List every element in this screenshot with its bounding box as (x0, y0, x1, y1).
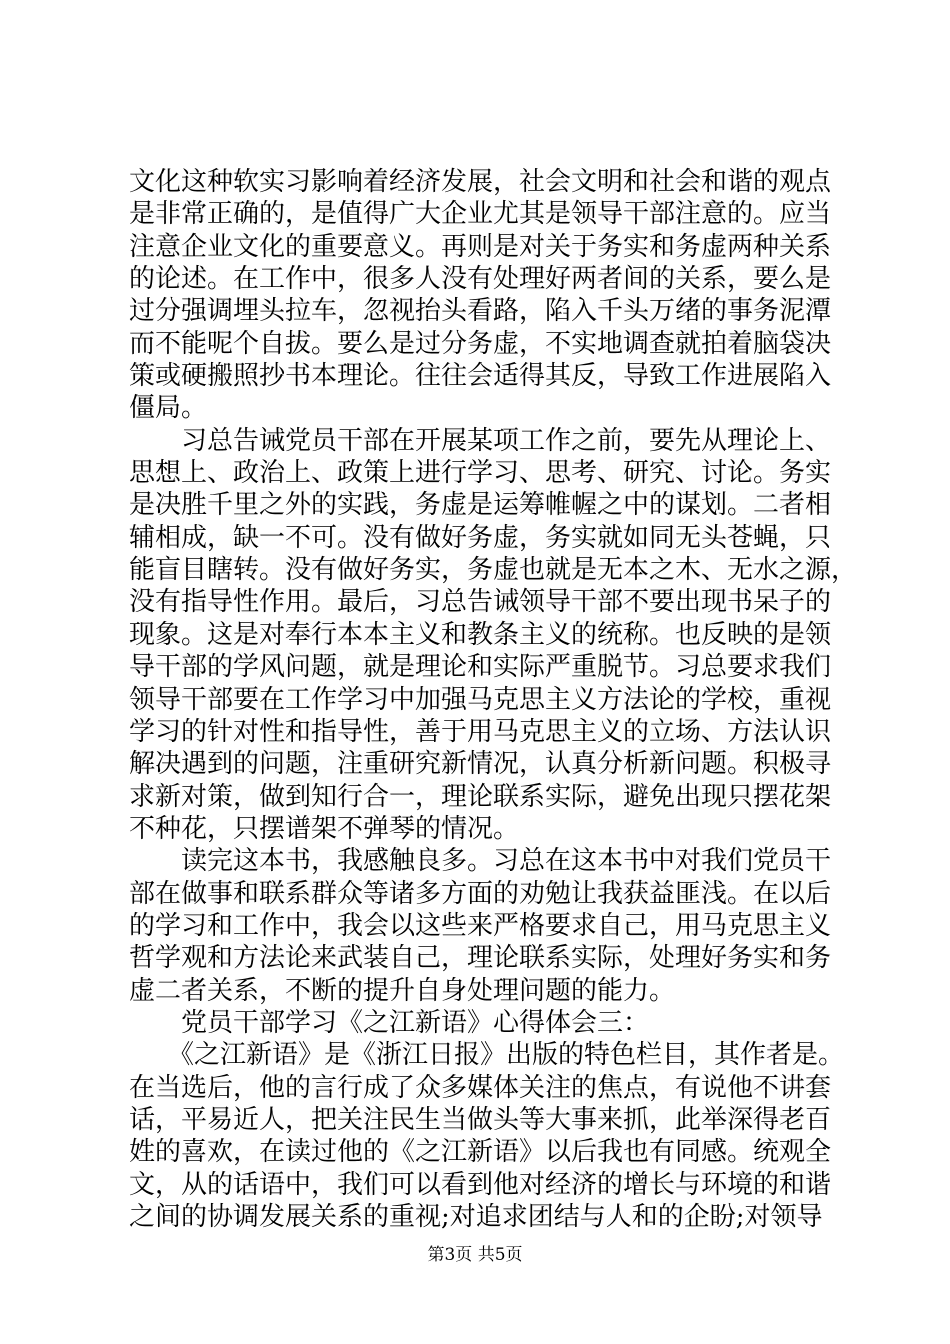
text-line: 现象。这是对奉行本本主义和教条主义的统称。也反映的是领 (129, 619, 832, 650)
body-text (129, 166, 858, 1233)
text-line: 僵局。 (129, 393, 208, 424)
text-line: 读完这本书，我感触良多。习总在这本书中对我们党员干 (129, 846, 832, 877)
text-line: 的论述。在工作中，很多人没有处理好两者间的关系，要么是 (129, 264, 832, 295)
text-line: 的学习和工作中，我会以这些来严格要求自己，用马克思主义 (129, 910, 832, 941)
text-line: 习总告诫党员干部在开展某项工作之前，要先从理论上、 (129, 425, 832, 456)
text-line: 导干部的学风问题，就是理论和实际严重脱节。习总要求我们 (129, 652, 832, 683)
text-line: 哲学观和方法论来武装自己，理论联系实际，处理好务实和务 (129, 943, 832, 974)
text-line: 注意企业文化的重要意义。再则是对关于务实和务虚两种关系 (129, 231, 832, 262)
text-line: 求新对策，做到知行合一，理论联系实际，避免出现只摆花架 (129, 781, 832, 812)
text-line: 党员干部学习《之江新语》心得体会三： (129, 1007, 650, 1038)
text-line: 是非常正确的，是值得广大企业尤其是领导干部注意的。应当 (129, 199, 832, 230)
text-line: 部在做事和联系群众等诸多方面的劝勉让我获益匪浅。在以后 (129, 878, 832, 909)
text-line: 《之江新语》是《浙江日报》出版的特色栏目，其作者是。 (129, 1040, 845, 1071)
text-line: 文化这种软实习影响着经济发展，社会文明和社会和谐的观点 (129, 167, 832, 197)
text-line: 姓的喜欢，在读过他的《之江新语》以后我也有同感。统观全 (129, 1137, 832, 1168)
text-line: 思想上、政治上、政策上进行学习、思考、研究、讨论。务实 (129, 458, 832, 489)
text-line: 过分强调埋头拉车，忽视抬头看路，陷入千头万绪的事务泥潭 (129, 296, 832, 327)
text-line: 解决遇到的问题，注重研究新情况，认真分析新问题。积极寻 (129, 749, 832, 780)
text-line: 策或硬搬照抄书本理论。往往会适得其反，导致工作进展陷入 (129, 361, 832, 392)
text-line: 话，平易近人，把关注民生当做头等大事来抓，此举深得老百 (129, 1104, 832, 1135)
text-line: 在当选后，他的言行成了众多媒体关注的焦点，有说他不讲套 (129, 1072, 832, 1103)
text-line: 文，从的话语中，我们可以看到他对经济的增长与环境的和谐 (129, 1169, 832, 1200)
text-line: 而不能呢个自拔。要么是过分务虚，不实地调查就拍着脑袋决 (129, 328, 832, 359)
page-footer: 第3页 共5页 (427, 1245, 523, 1265)
text-line: 辅相成，缺一不可。没有做好务虚，务实就如同无头苍蝇，只 (129, 522, 832, 553)
text-line: 虚二者关系，不断的提升自身处理问题的能力。 (129, 975, 676, 1006)
text-line: 之间的协调发展关系的重视;对追求团结与人和的企盼;对领导 (129, 1202, 823, 1232)
text-line: 不种花，只摆谱架不弹琴的情况。 (129, 813, 520, 844)
text-line: 没有指导性作用。最后，习总告诫领导干部不要出现书呆子的 (129, 587, 832, 618)
text-line: 是决胜千里之外的实践，务虚是运筹帷幄之中的谋划。二者相 (129, 490, 832, 521)
text-line: 学习的针对性和指导性，善于用马克思主义的立场、方法认识 (129, 716, 832, 747)
text-line: 领导干部要在工作学习中加强马克思主义方法论的学校，重视 (129, 684, 832, 715)
text-line: 能盲目瞎转。没有做好务实，务虚也就是无本之木、无水之源， (129, 555, 858, 586)
